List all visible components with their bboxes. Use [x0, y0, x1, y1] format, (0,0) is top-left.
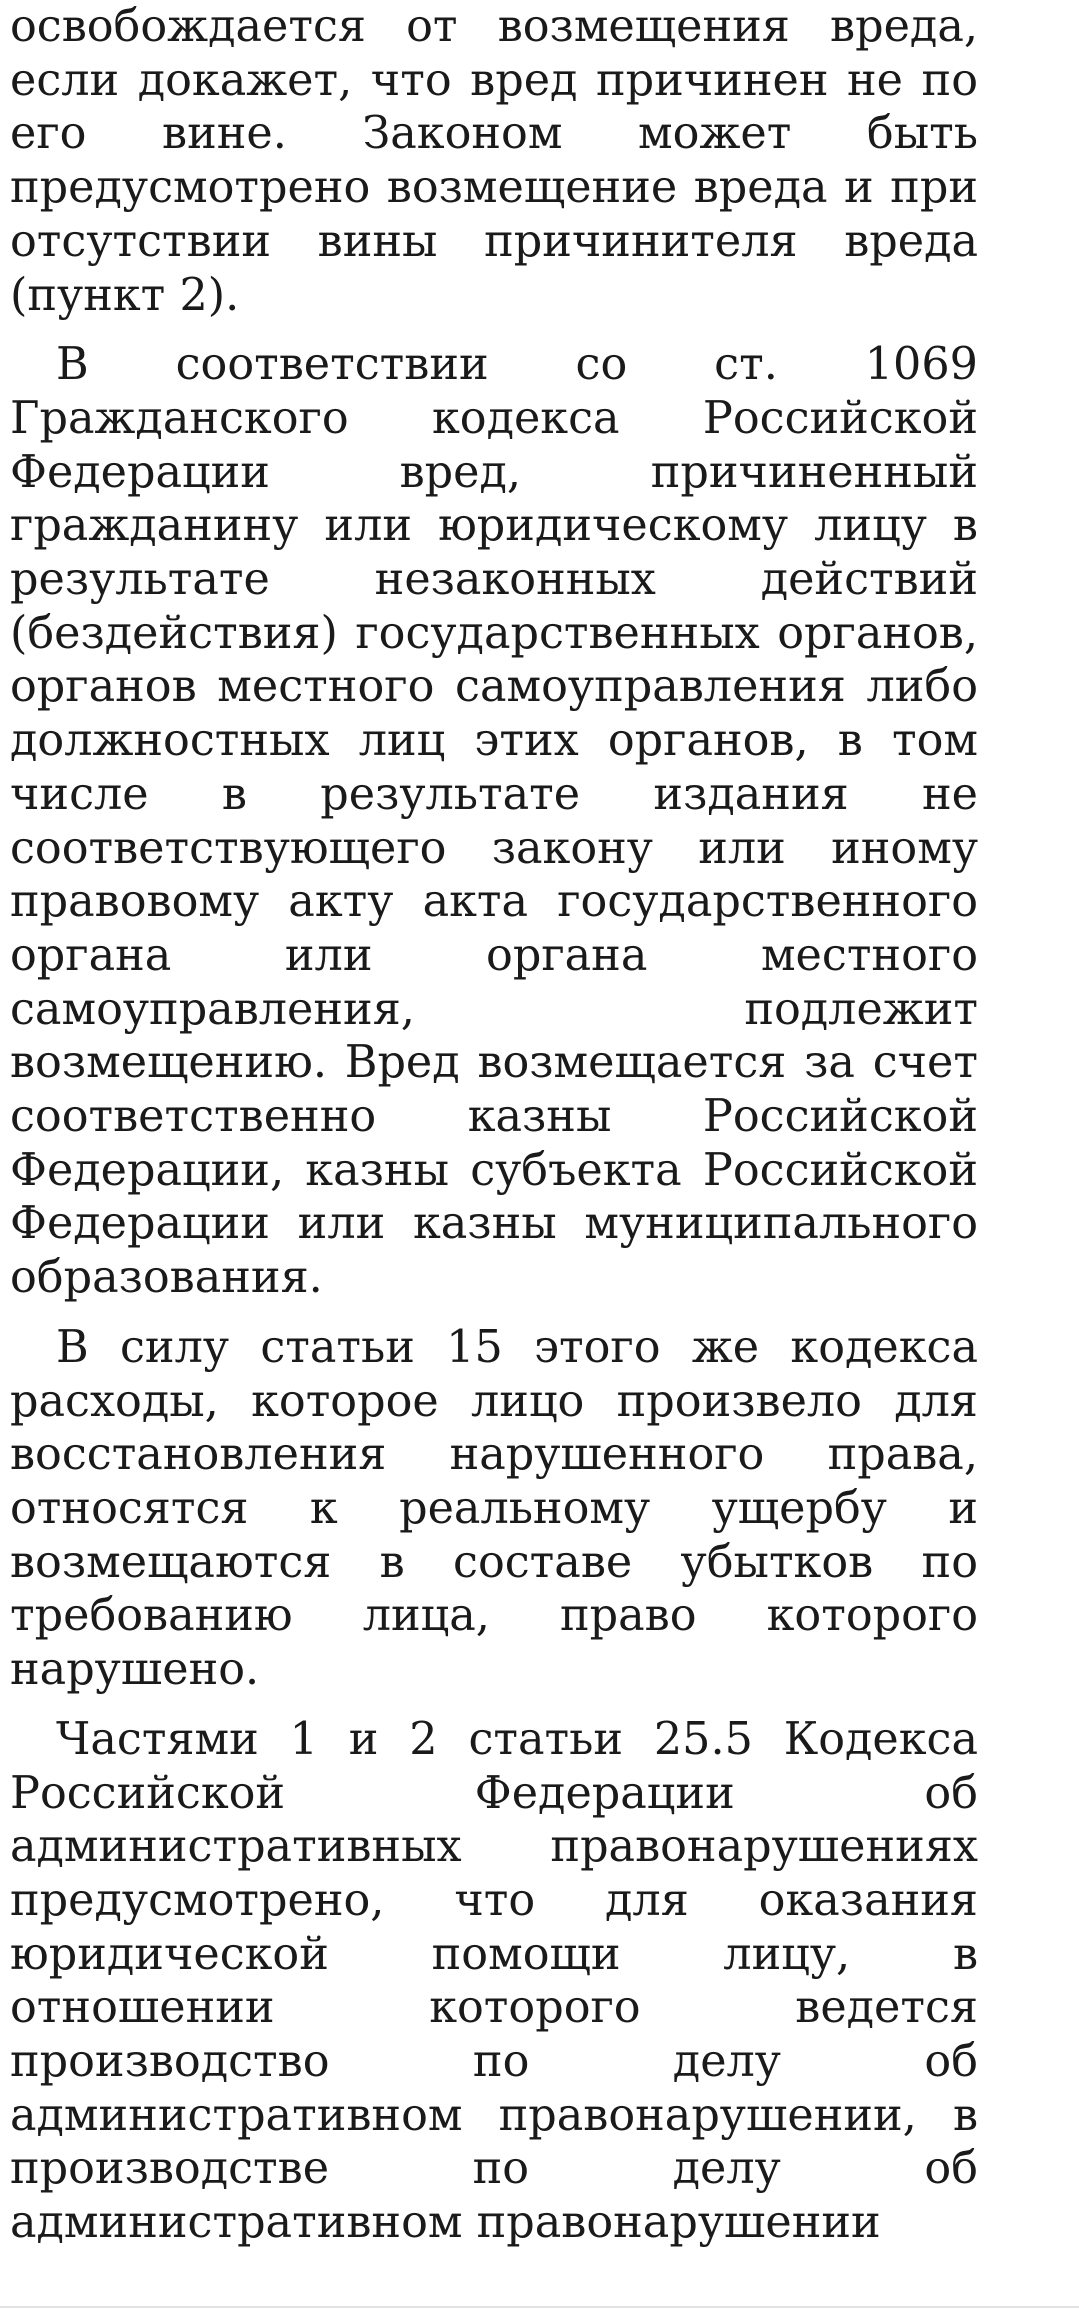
- paragraph-article-1069: В соответствии со ст. 1069 Гражданского кодекса Российской Федерации вред, причиненный гражданину или юридическому лицу в результате незаконных действий (бездействия) государственных органов, органов местного самоуправления либо должностных лиц этих органов, в том числе в результате издания не соответствующего закону или иному правовому акту акта государственного органа или органа местного самоуправления, подлежит возмещению. Вред возмещается за счет соответственно казны Российской Федерации, казны субъекта Российской Федерации или казны муниципального образования.: [10, 339, 978, 1304]
- page-edge-divider: [0, 2306, 1079, 2308]
- paragraph-continuation: освобождается от возмещения вреда, если докажет, что вред причинен не по его вине. Законом может быть предусмотрено возмещение вреда и при отсутствии вины причинителя вреда (пункт 2).: [10, 1, 978, 321]
- paragraph-article-15: В силу статьи 15 этого же кодекса расходы, которое лицо произвело для восстановления нарушенного права, относятся к реальному ущербу и возмещаются в составе убытков по требованию лица, право которого нарушено.: [10, 1321, 978, 1696]
- paragraph-article-25-5: Частями 1 и 2 статьи 25.5 Кодекса Российской Федерации об административных правонарушениях предусмотрено, что для оказания юридической помощи лицу, в отношении которого ведется производство по делу об административном правонарушении, в производстве по делу об административном правонарушении: [10, 1713, 978, 2249]
- document-body: [10, 0, 978, 2266]
